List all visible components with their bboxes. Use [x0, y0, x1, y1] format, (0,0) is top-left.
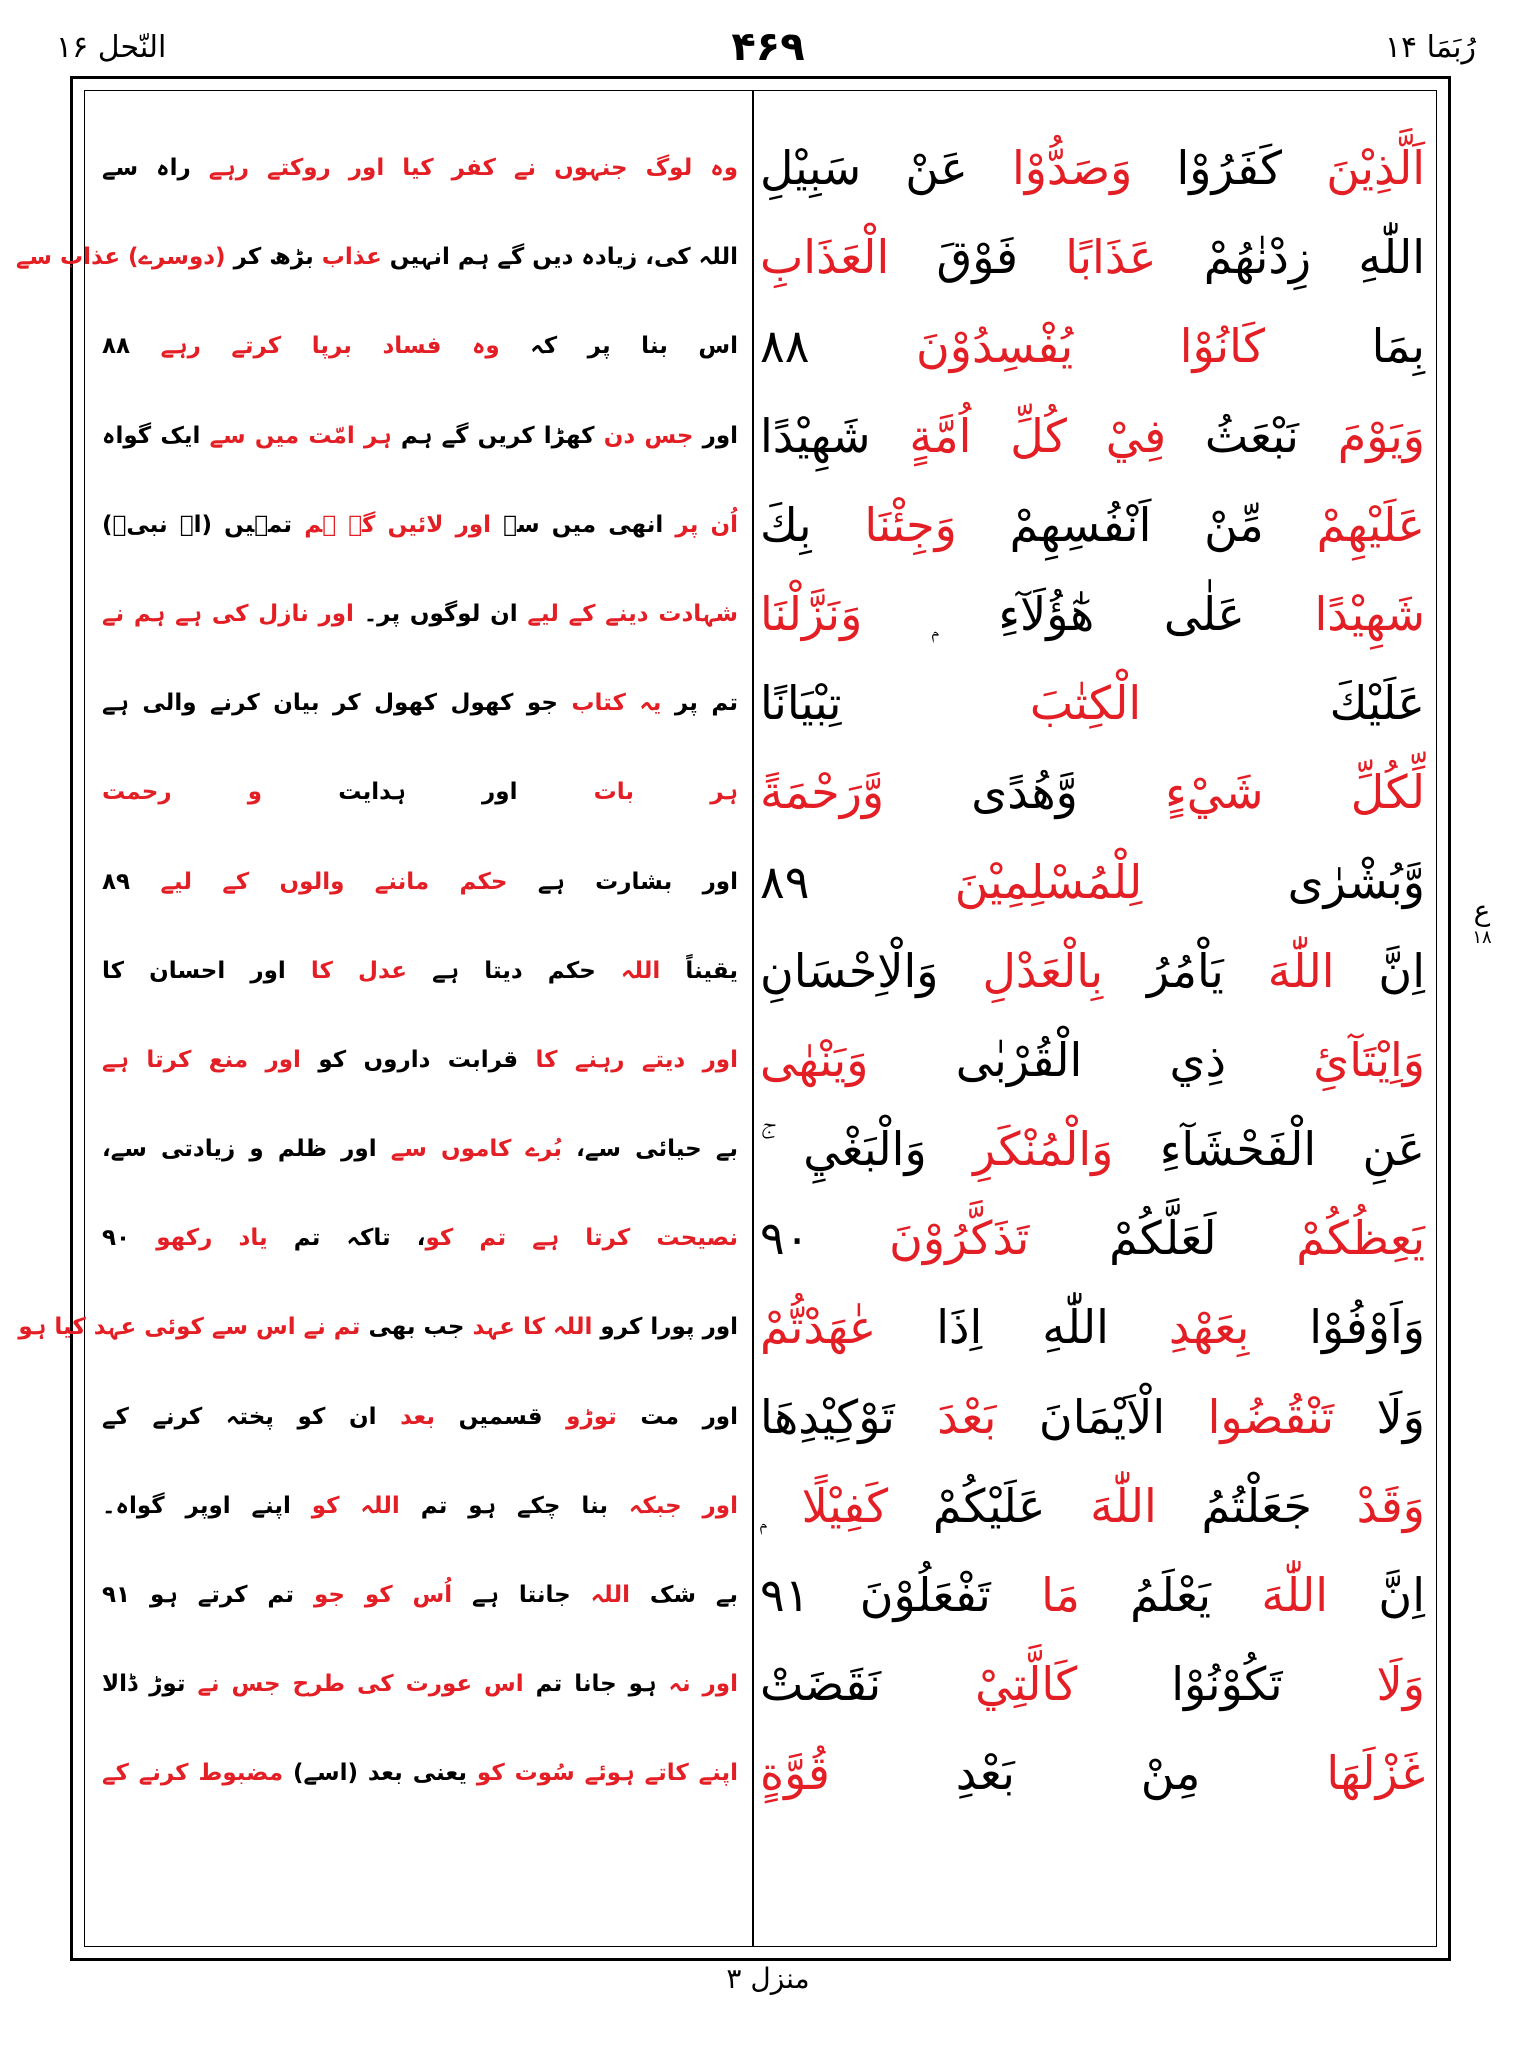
text-segment: لِلْمُسْلِمِيْنَ — [954, 854, 1143, 909]
line-row — [84, 659, 1437, 748]
arabic-verse-line — [760, 659, 1425, 748]
text-segment: تَكُوْنُوْا — [1077, 1657, 1377, 1712]
text-segment: نصیحت کرتا ہے تم کو — [425, 1225, 738, 1252]
urdu-translation-line — [102, 748, 738, 837]
text-segment: عَنْ سَبِيْلِ — [760, 141, 1012, 195]
text-segment: وَصَدُّوْا — [1011, 141, 1133, 195]
text-segment: وَلَا — [1376, 1657, 1425, 1712]
text-rows — [15, 124, 1437, 1819]
urdu-translation-line — [102, 1729, 738, 1818]
text-segment: قسمیں — [434, 1403, 567, 1430]
line-row — [84, 1551, 1437, 1640]
arabic-verse-line — [760, 213, 1425, 302]
text-segment: بِمَا — [1265, 319, 1425, 374]
urdu-translation-line — [102, 927, 738, 1016]
text-segment: اللّٰهَ — [1090, 1478, 1157, 1533]
arabic-verse-line — [760, 1194, 1425, 1283]
text-segment: اور احسان کا — [102, 957, 311, 984]
text-segment: تَوْكِيْدِهَا — [760, 1389, 938, 1444]
urdu-translation-line — [102, 570, 738, 659]
line-row — [84, 1016, 1437, 1105]
line-row — [84, 570, 1437, 659]
line-row — [84, 1373, 1437, 1462]
text-segment: عذاب — [321, 244, 382, 271]
text-segment: كَفَرُوْا — [1132, 141, 1327, 195]
arabic-verse-line — [760, 1640, 1425, 1729]
text-segment: اور ظلم و زیادتی سے، — [102, 1136, 391, 1163]
text-segment: ۹۰ — [760, 1211, 890, 1266]
urdu-translation-line — [102, 1551, 738, 1640]
line-row — [84, 481, 1437, 570]
arabic-verse-line — [760, 1283, 1425, 1372]
text-segment: بَعْدَ — [937, 1389, 997, 1444]
text-segment: الْكِتٰبَ — [1029, 676, 1142, 731]
text-segment: جانتا ہے — [452, 1582, 591, 1608]
text-segment: شَهِيْدًا — [760, 408, 910, 463]
arabic-verse-line — [760, 1462, 1425, 1551]
text-segment: ۸۹ — [760, 854, 955, 909]
text-segment: مضبوط کرنے کے — [102, 1760, 284, 1787]
text-segment: اور لائیں گے ہم — [304, 511, 492, 538]
arabic-verse-line — [760, 302, 1425, 391]
text-segment: مِنْ بَعْدِ — [829, 1746, 1327, 1801]
text-segment: اور پورا کرو — [592, 1314, 738, 1341]
text-segment: لَعَلَّكُمْ — [1029, 1211, 1297, 1266]
ruku-mark: ع — [1473, 894, 1491, 927]
text-segment: ذِي الْقُرْبٰى — [868, 1032, 1314, 1087]
text-segment: مِّنْ اَنْفُسِهِمْ — [956, 497, 1317, 552]
text-segment: کھڑا کریں گے ہم — [391, 422, 604, 449]
text-segment: قرابت داروں کو — [300, 1046, 536, 1073]
juz-name-label: رُبَمَا ۱۴ — [1384, 30, 1476, 65]
text-segment: و رحمت — [102, 779, 263, 806]
urdu-translation-line — [102, 1640, 738, 1729]
text-segment: ان لوگوں پر۔ — [353, 600, 528, 627]
surah-name-label: النّحل ۱۶ — [56, 30, 167, 65]
line-row — [84, 392, 1437, 481]
text-segment: كَانُوْا يُفْسِدُوْنَ — [915, 319, 1266, 374]
line-row — [84, 927, 1437, 1016]
text-segment: وَّرَحْمَةً — [760, 765, 885, 820]
urdu-translation-line — [102, 481, 738, 570]
text-segment: بنا چکے ہو تم — [399, 1492, 629, 1519]
text-segment: تَنْقُضُوا — [1207, 1389, 1335, 1444]
ruku-marker — [1462, 894, 1502, 948]
arabic-verse-line — [760, 392, 1425, 481]
text-segment: توڑو — [566, 1403, 617, 1430]
text-segment: (دوسرے) عذاب سے — [15, 244, 226, 271]
text-segment: اور دیتے رہنے کا — [535, 1046, 738, 1073]
urdu-translation-line — [102, 659, 738, 748]
text-segment: نَقَضَتْ — [760, 1657, 976, 1712]
text-segment: اپنے کاتے ہوئے سُوت کو — [476, 1760, 739, 1787]
text-segment: انھی میں سے — [491, 511, 676, 538]
text-segment: وَّهُدًى — [884, 765, 1166, 820]
text-segment: تِبْيَانًا — [760, 676, 1030, 731]
text-segment: ہو جانا تم — [523, 1671, 669, 1698]
urdu-translation-line — [102, 1373, 738, 1462]
text-segment: اور مت — [616, 1403, 738, 1430]
text-segment: مَا — [1041, 1568, 1080, 1622]
text-segment: يَعْلَمُ — [1079, 1568, 1262, 1622]
manzil-footer: منزل ۳ — [726, 1962, 810, 1995]
text-segment: وَالْمُنْكَرِ — [973, 1122, 1114, 1177]
text-segment: وَنَزَّلْنَا — [760, 586, 863, 641]
text-segment: وَاَوْفُوْا — [1249, 1300, 1425, 1355]
text-segment: اللہ کی، زیادہ دیں گے ہم انہیں — [381, 244, 738, 271]
text-segment: الْعَذَابِ — [760, 230, 890, 285]
text-segment: بے شک — [629, 1582, 738, 1608]
arabic-verse-line — [760, 927, 1425, 1016]
line-row — [84, 1729, 1437, 1818]
line-row — [84, 1462, 1437, 1551]
urdu-translation-line — [15, 213, 738, 302]
text-segment: شہادت دینے کے لیے — [527, 600, 738, 627]
text-segment: عَلَيْكُمْ — [888, 1478, 1091, 1533]
text-segment: اور جبکہ — [628, 1492, 738, 1519]
text-segment: تم پر — [661, 690, 738, 717]
text-segment: ہر بات — [593, 779, 739, 806]
text-segment: یقیناً — [660, 957, 738, 984]
arabic-verse-line — [760, 1729, 1425, 1818]
text-segment: تم کرتے ہو ۹۱ — [102, 1582, 314, 1608]
arabic-verse-line — [760, 481, 1425, 570]
text-segment: وَيَوْمَ — [1337, 408, 1425, 463]
text-segment: حکم دیتا ہے — [407, 957, 621, 984]
text-segment: اللہ کو — [311, 1492, 400, 1519]
text-segment: وَقَدْ — [1356, 1478, 1425, 1533]
text-segment: اپنے اوپر گواہ۔ — [102, 1492, 312, 1519]
text-segment: كَالَّتِيْ — [975, 1657, 1078, 1712]
urdu-translation-line — [102, 392, 738, 481]
arabic-verse-line — [760, 1373, 1425, 1462]
text-segment: اور نہ — [668, 1671, 738, 1698]
text-segment: جس دن — [603, 422, 694, 449]
text-segment: اِنَّ — [1328, 1568, 1425, 1622]
text-segment: ۸۸ — [760, 319, 916, 374]
text-segment: لِّكُلِّ شَيْءٍ — [1165, 765, 1425, 820]
text-segment: ایک گواہ — [102, 422, 210, 449]
text-segment: اور ہدایت — [262, 779, 594, 806]
text-segment: بڑھ کر — [225, 244, 322, 271]
arabic-verse-line — [760, 570, 1425, 659]
text-segment: بِعَهْدِ — [1168, 1300, 1250, 1355]
line-row — [84, 1640, 1437, 1729]
ruku-number: ۱۸ — [1472, 927, 1492, 948]
text-segment: اس بنا پر کہ — [499, 333, 739, 360]
text-segment: اللہ — [620, 957, 661, 984]
text-segment: جب بھی — [360, 1314, 473, 1341]
text-segment: اللّٰهَ — [1261, 1568, 1329, 1622]
text-segment: اور منع کرتا ہے — [102, 1046, 301, 1073]
text-segment: عَذَابًا — [1065, 230, 1157, 285]
text-segment: شَهِيْدًا — [1314, 586, 1425, 641]
text-segment: ۸۸ — [102, 333, 161, 360]
text-segment: وہ فساد برپا کرتے رہے — [160, 333, 500, 360]
line-row — [18, 1283, 1437, 1372]
text-segment: بُرے کاموں سے — [390, 1136, 562, 1163]
text-segment: ہر امّت میں سے — [209, 422, 392, 449]
text-segment: نَبْعَثُ — [1166, 408, 1338, 463]
text-segment: عَلٰى هٰٓؤُلَآءِ ۭ — [862, 586, 1315, 641]
text-segment: بے حیائی سے، — [561, 1136, 738, 1163]
text-segment: عَنِ الْفَحْشَآءِ — [1113, 1122, 1425, 1177]
urdu-translation-line — [102, 1462, 738, 1551]
urdu-translation-line — [102, 1016, 738, 1105]
urdu-translation-line — [102, 1105, 738, 1194]
text-segment: وہ لوگ جنہوں نے کفر کیا اور روکتے رہے — [208, 155, 739, 181]
text-segment: عدل کا — [310, 957, 408, 984]
arabic-verse-line — [760, 124, 1425, 213]
text-segment: تَفْعَلُوْنَ ۹۱ — [760, 1568, 1042, 1622]
text-segment: بِكَ — [760, 497, 865, 552]
urdu-translation-line — [102, 1194, 738, 1283]
text-segment: قُوَّةٍ — [760, 1746, 830, 1801]
text-segment: عَلَيْهِمْ — [1316, 497, 1425, 552]
text-segment: اللّٰهِ زِدْنٰهُمْ — [1156, 230, 1426, 285]
text-segment: اللہ کا عہد — [472, 1314, 593, 1341]
urdu-translation-line — [102, 124, 738, 213]
text-segment: اور بشارت ہے — [507, 868, 738, 895]
text-segment: ، تاکہ تم — [267, 1225, 426, 1252]
text-segment: يَعِظُكُمْ — [1296, 1211, 1425, 1266]
text-segment: عٰهَدْتُّمْ — [760, 1300, 877, 1355]
text-segment: جو کھول کھول کر بیان کرنے والی ہے — [102, 690, 572, 717]
text-segment: الْاَيْمَانَ — [996, 1389, 1208, 1444]
text-segment: فِيْ كُلِّ اُمَّةٍ — [909, 408, 1167, 463]
text-segment: وَّبُشْرٰى — [1142, 854, 1426, 909]
text-segment: جَعَلْتُمُ — [1156, 1478, 1357, 1533]
line-row — [84, 124, 1437, 213]
text-segment: اور — [693, 422, 739, 449]
text-segment: یہ کتاب — [571, 690, 662, 717]
text-segment: یعنی بعد (اسے) — [283, 1760, 477, 1787]
page-header — [0, 0, 1536, 72]
text-segment: وَجِئْنَا — [864, 497, 957, 552]
text-segment: تَذَكَّرُوْنَ — [889, 1211, 1030, 1266]
page-number: ۴۶۹ — [731, 24, 805, 70]
line-row — [84, 1105, 1437, 1194]
arabic-verse-line — [760, 838, 1425, 927]
text-segment: يَاْمُرُ — [1103, 943, 1268, 998]
text-segment: وَيَنْهٰى — [760, 1032, 869, 1087]
text-segment: وَلَا — [1334, 1389, 1426, 1444]
text-segment: اللہ — [590, 1582, 630, 1608]
line-row — [84, 748, 1437, 837]
text-segment: ان کو پختہ کرنے کے — [102, 1403, 401, 1430]
text-segment: وَالْاِحْسَانِ — [760, 943, 983, 998]
text-segment: كَفِيْلًا — [801, 1478, 889, 1533]
text-segment: عَلَيْكَ — [1141, 676, 1425, 731]
text-segment: ۸۹ — [102, 868, 161, 895]
line-row — [84, 1194, 1437, 1283]
text-segment: فَوْقَ — [889, 230, 1066, 285]
text-segment: اَلَّذِيْنَ — [1326, 141, 1425, 195]
line-row — [84, 838, 1437, 927]
text-segment: ۭ — [760, 1478, 802, 1533]
text-segment: یاد رکھو — [156, 1225, 268, 1252]
text-segment: اللّٰهَ — [1267, 943, 1335, 998]
arabic-verse-line — [760, 748, 1425, 837]
text-segment: وَالْبَغْيِ ۚ — [760, 1122, 974, 1177]
text-segment: توڑ ڈالا — [102, 1671, 198, 1698]
text-segment: ۹۰ — [102, 1225, 157, 1252]
line-row — [84, 302, 1437, 391]
urdu-translation-line — [18, 1283, 738, 1372]
text-segment: اللّٰهِ اِذَا — [876, 1300, 1169, 1355]
text-segment: راہ سے — [102, 155, 209, 181]
arabic-verse-line — [760, 1016, 1425, 1105]
text-segment: اس عورت کی طرح جس نے — [197, 1671, 524, 1698]
text-segment: تمہیں (اے نبیؐ) — [102, 511, 305, 538]
text-segment: تم نے اس سے کوئی عہد کیا ہو — [18, 1314, 361, 1341]
text-segment: حکم ماننے والوں کے لیے — [160, 868, 508, 895]
urdu-translation-line — [102, 838, 738, 927]
text-segment: غَزْلَهَا — [1326, 1746, 1425, 1801]
text-segment: بِالْعَدْلِ — [982, 943, 1104, 998]
text-segment: اُن پر — [675, 511, 739, 538]
text-segment: بعد — [400, 1403, 435, 1430]
line-row — [15, 213, 1437, 302]
text-segment: اُس کو جو — [313, 1582, 453, 1608]
arabic-verse-line — [760, 1551, 1425, 1640]
text-segment: اِنَّ — [1334, 943, 1425, 998]
urdu-translation-line — [102, 302, 738, 391]
text-segment: اور نازل کی ہے ہم نے — [102, 600, 354, 627]
arabic-verse-line — [760, 1105, 1425, 1194]
text-segment: وَاِيْتَآئِ — [1313, 1032, 1425, 1087]
